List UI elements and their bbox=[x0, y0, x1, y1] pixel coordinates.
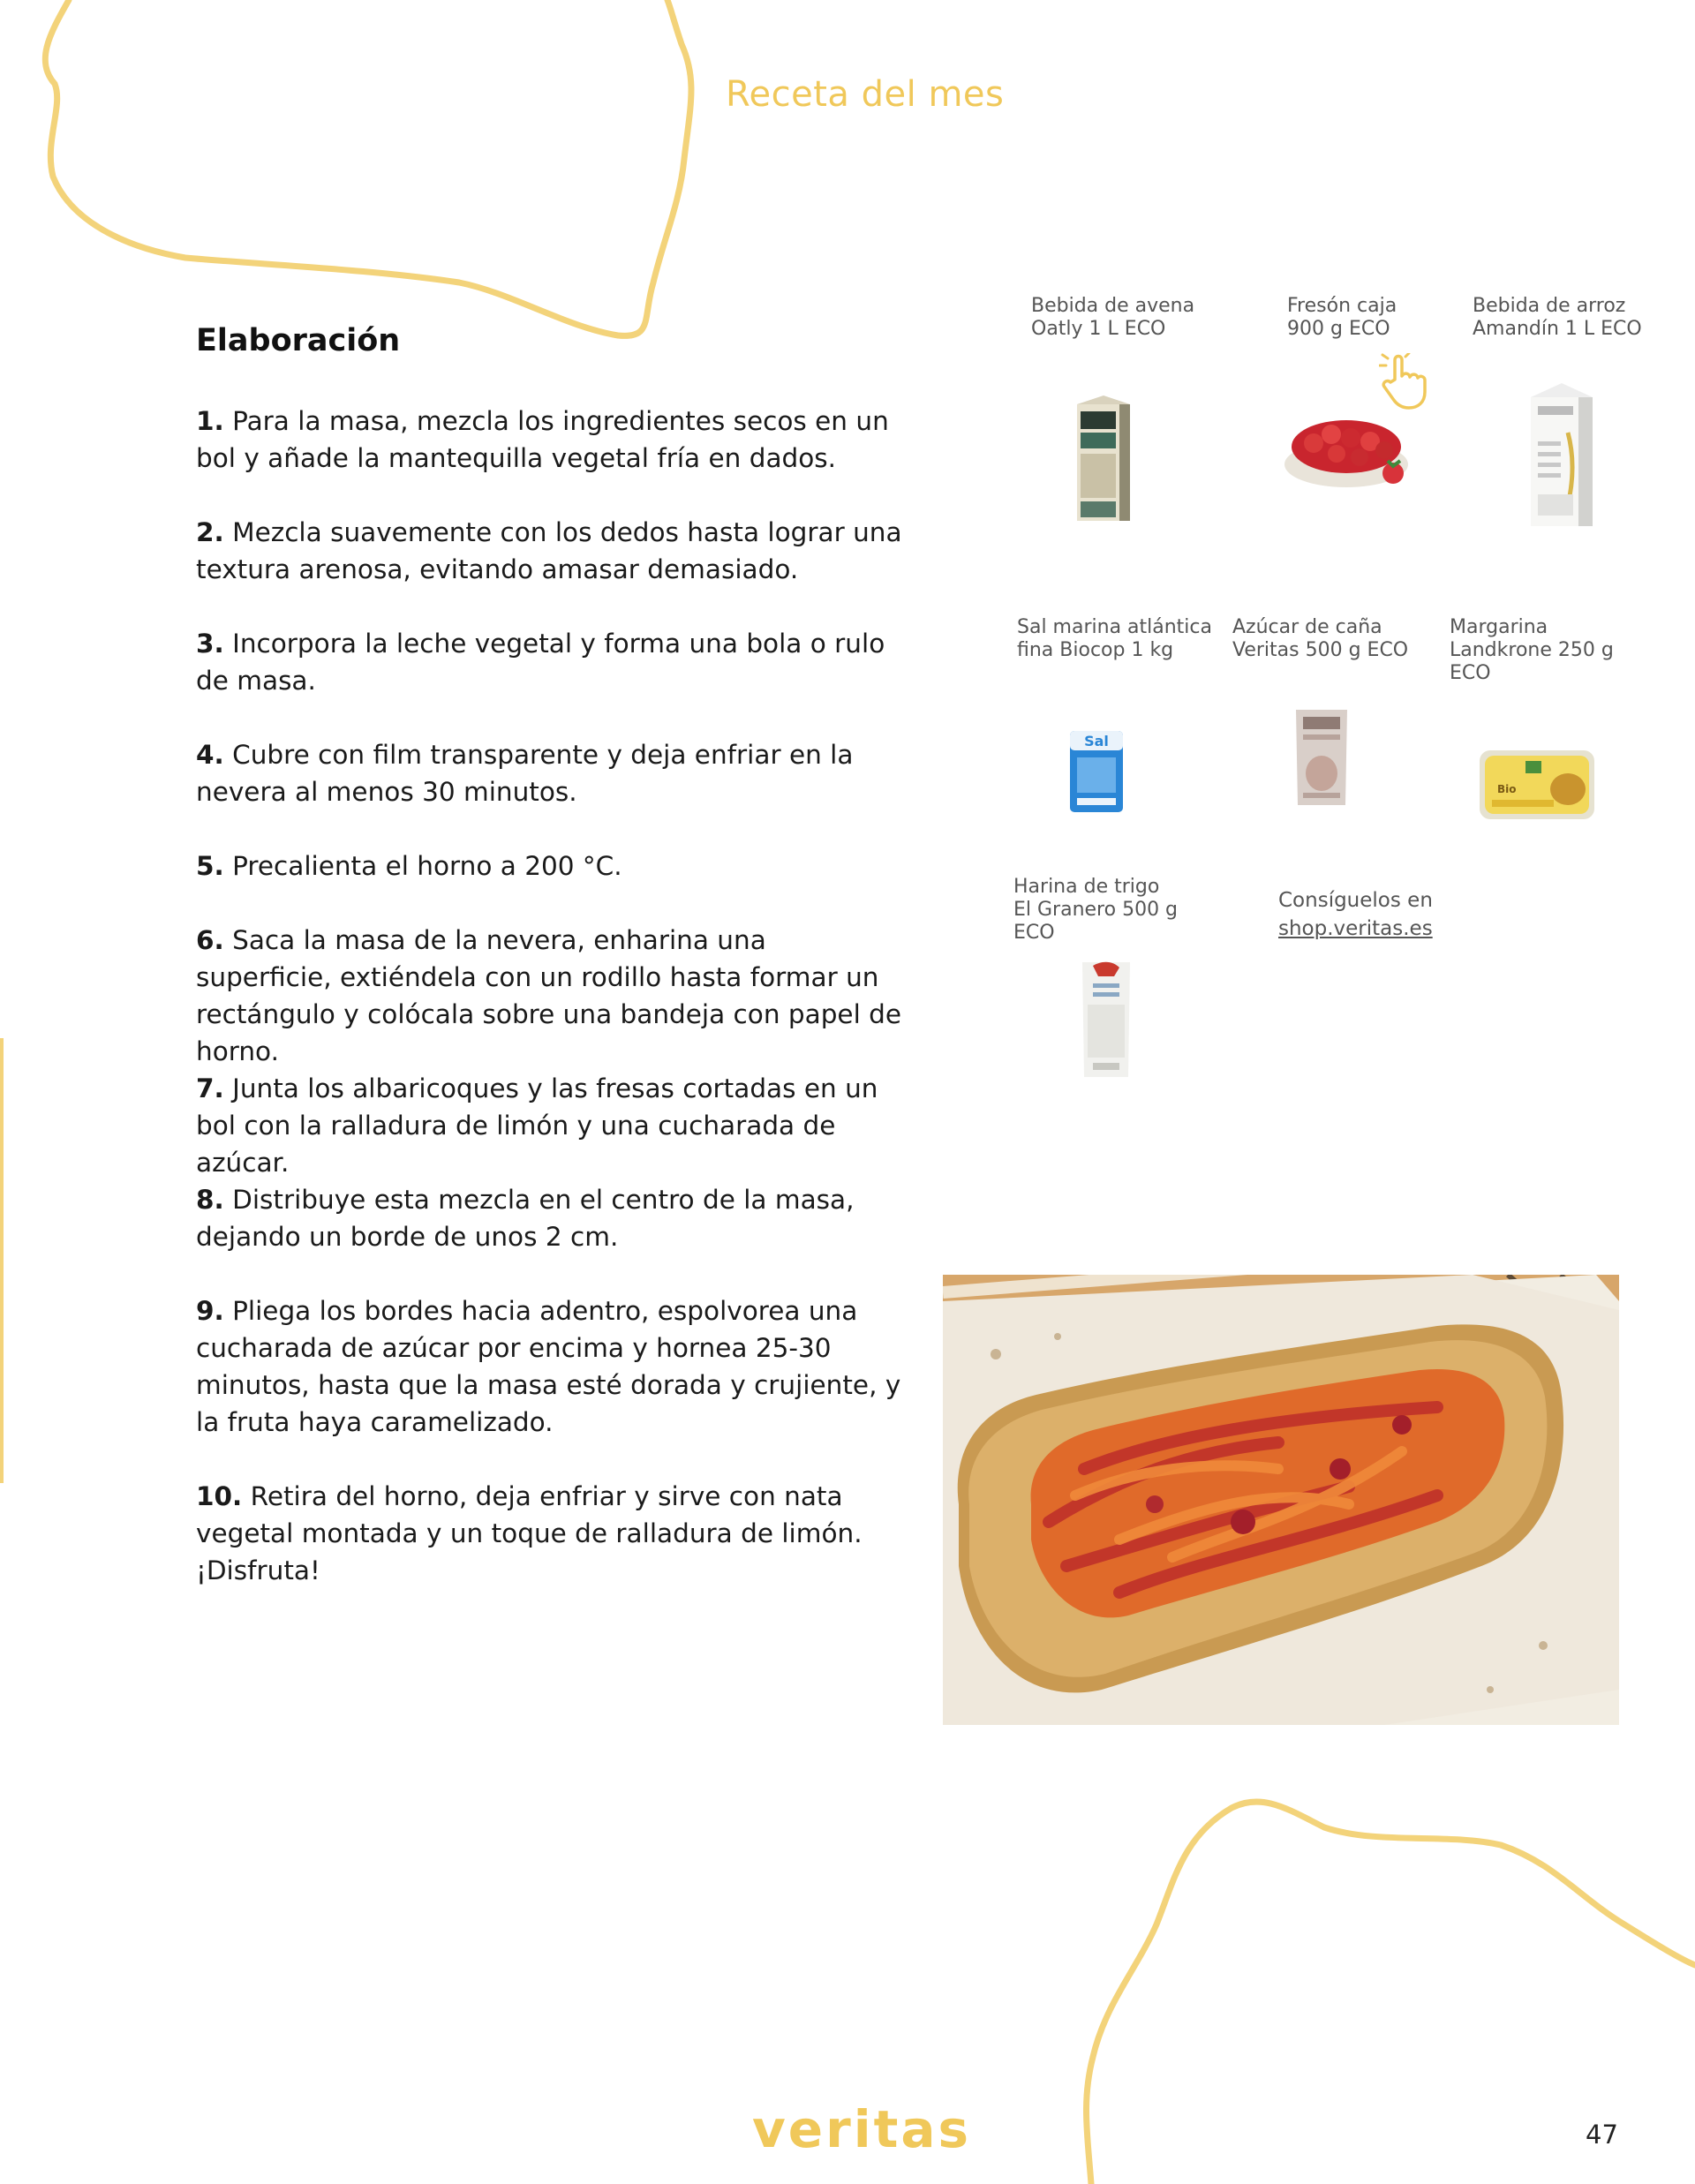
product-sal[interactable] bbox=[1013, 616, 1243, 837]
sugar-bag-icon bbox=[1291, 704, 1352, 810]
product-freson[interactable] bbox=[1280, 295, 1457, 533]
product-label: Bebida de avena Oatly 1 L ECO bbox=[1031, 295, 1195, 340]
product-label: Bebida de arroz Amandín 1 L ECO bbox=[1473, 295, 1642, 340]
step-1: 1. Para la masa, mezcla los ingredientes secos en un bol y añade la mantequilla vegetal fría en dados. bbox=[196, 406, 889, 473]
product-label: Azúcar de caña Veritas 500 g ECO bbox=[1232, 616, 1409, 661]
step-7: 7. Junta los albaricoques y las fresas cortadas en un bol con la ralladura de limón y una cucharada de azúcar. bbox=[196, 1073, 878, 1178]
step-4: 4. Cubre con film transparente y deja enfriar en la nevera al menos 30 minutos. bbox=[196, 740, 854, 807]
product-amandin[interactable] bbox=[1469, 295, 1690, 533]
section-header: Receta del mes bbox=[726, 74, 1005, 115]
product-label: Harina de trigo El Granero 500 g ECO bbox=[1013, 876, 1179, 944]
product-label: Fresón caja 900 g ECO bbox=[1287, 295, 1397, 340]
salt-package-icon bbox=[1066, 727, 1128, 816]
oat-drink-carton-icon bbox=[1068, 392, 1139, 524]
product-label: Sal marina atlántica fina Biocop 1 kg bbox=[1017, 616, 1212, 661]
step-8: 8. Distribuye esta mezcla en el centro de la masa, dejando un borde de unos 2 cm. bbox=[196, 1185, 855, 1252]
hand-pointer-icon bbox=[1379, 353, 1434, 411]
top-wave-line bbox=[45, 0, 691, 335]
product-margarina[interactable] bbox=[1450, 616, 1679, 837]
shop-promo bbox=[1278, 886, 1455, 943]
flour-bag-icon bbox=[1075, 957, 1137, 1081]
step-2: 2. Mezcla suavemente con los dedos hasta lograr una textura arenosa, evitando amasar demasiado. bbox=[196, 517, 902, 584]
galette-photo bbox=[943, 1275, 1619, 1725]
step-6: 6. Saca la masa de la nevera, enharina una superficie, extiéndela con un rodillo hasta formar un rectángulo y colócala sobre una bandeja con papel de horno. bbox=[196, 925, 902, 1066]
margarine-label-text: Bio bbox=[1497, 783, 1517, 795]
product-oatly[interactable] bbox=[1024, 295, 1245, 533]
margarine-tub-icon bbox=[1476, 745, 1600, 825]
elaboration-title: Elaboración bbox=[196, 323, 401, 358]
step-9: 9. Pliega los bordes hacia adentro, espolvorea una cucharada de azúcar por encima y hornea 25-30 minutos, hasta que la masa esté dorada y crujiente, y la fruta haya caramelizado. bbox=[196, 1296, 901, 1437]
rice-drink-carton-icon bbox=[1522, 380, 1601, 530]
step-3: 3. Incorpora la leche vegetal y forma una bola o rulo de masa. bbox=[196, 629, 885, 696]
step-5: 5. Precalienta el horno a 200 °C. bbox=[196, 851, 622, 881]
product-azucar[interactable] bbox=[1232, 616, 1427, 837]
page-number: 47 bbox=[1586, 2120, 1618, 2150]
brand-logo: veritas bbox=[752, 2099, 972, 2159]
salt-package-text: Sal bbox=[1084, 733, 1109, 749]
product-label: Margarina Landkrone 250 g ECO bbox=[1450, 616, 1614, 684]
step-10: 10. Retira del horno, deja enfriar y sirve con nata vegetal montada y un toque de ralladura de limón. ¡Disfruta! bbox=[196, 1481, 863, 1585]
shop-prefix: Consíguelos en bbox=[1278, 889, 1433, 912]
product-harina[interactable] bbox=[1013, 876, 1243, 1096]
shop-link[interactable]: shop.veritas.es bbox=[1278, 917, 1433, 940]
